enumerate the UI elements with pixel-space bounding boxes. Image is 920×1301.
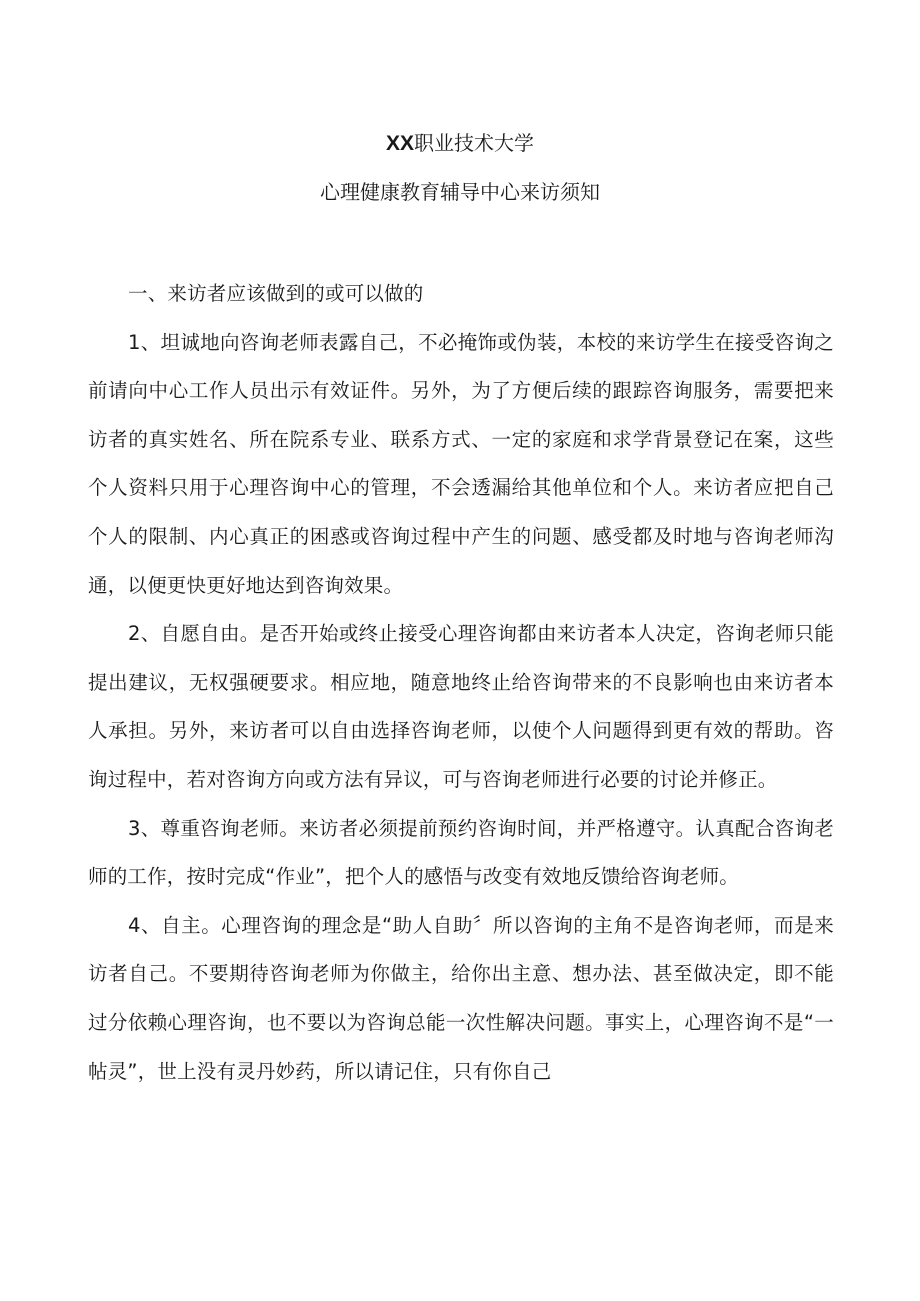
- notice-title: 心理健康教育辅导中心来访须知: [320, 180, 600, 204]
- section-heading: 一、来访者应该做到的或可以做的: [128, 282, 424, 305]
- paragraph-3: 3、尊重咨询老师。来访者必须提前预约咨询时间，并严格遵守。认真配合咨询老师的工作，按时完成“作业”，把个人的感悟与改变有效地反馈给咨询老师。: [88, 816, 834, 889]
- university-title: [0, 129, 920, 158]
- paragraph-1: 1、坦诚地向咨询老师表露自己，不必掩饰或伪装，本校的来访学生在接受咨询之前请向中心工作人员出示有效证件。另外，为了方便后续的跟踪咨询服务，需要把来访者的真实姓名、所在院系专业、联系方式、一定的家庭和求学背景登记在案，这些个人资料只用于心理咨询中心的管理，不会透漏给其他单位和个人。来访者应把自己个人的限制、内心真正的困惑或咨询过程中产生的问题、感受都及时地与咨询老师沟通，以便更快更好地达到咨询效果。: [88, 330, 834, 597]
- paragraph-2: 2、自愿自由。是否开始或终止接受心理咨询都由来访者本人决定，咨询老师只能提出建议，无权强硬要求。相应地，随意地终止给咨询带来的不良影响也由来访者本人承担。另外，来访者可以自由选择咨询老师，以使个人问题得到更有效的帮助。咨询过程中，若对咨询方向或方法有异议，可与咨询老师进行必要的讨论并修正。: [88, 622, 834, 791]
- university-name: 职业技术大学: [414, 131, 534, 155]
- notice-body: [88, 270, 834, 1096]
- paragraph-4: 4、自主。心理咨询的理念是“助人自助〞所以咨询的主角不是咨询老师，而是来访者自己。不要期待咨询老师为你做主，给你出主意、想办法、甚至做决定，即不能过分依赖心理咨询，也不要以为咨询总能一次性解决问题。事实上，心理咨询不是“一帖灵”，世上没有灵丹妙药，所以请记住，只有你自己: [88, 913, 834, 1083]
- university-brand: XX: [385, 132, 414, 155]
